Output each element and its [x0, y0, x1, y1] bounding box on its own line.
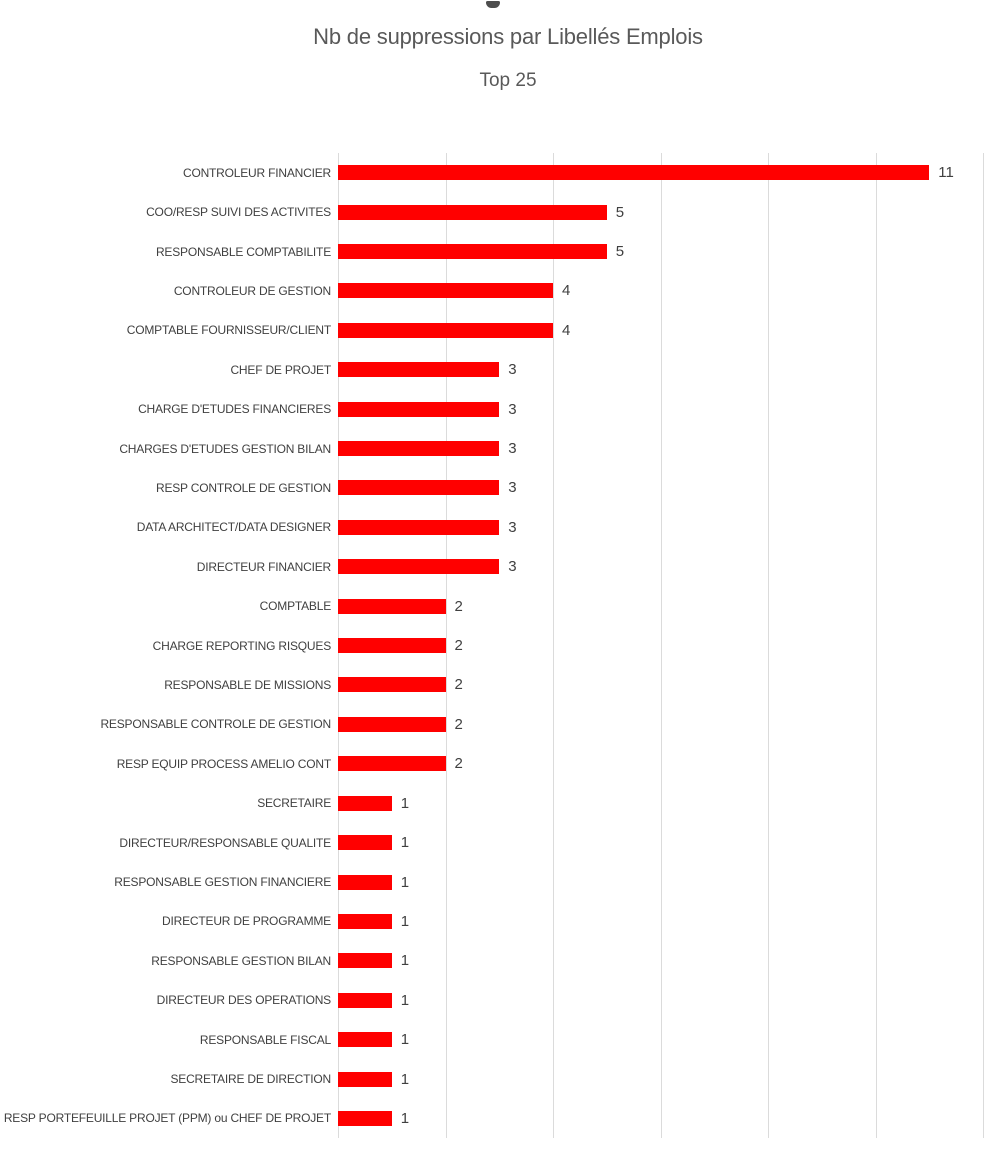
bar: [338, 796, 392, 811]
bar-row: [196, 547, 983, 586]
category-label: RESP PORTEFEUILLE PROJET (PPM) ou CHEF DE PROJET: [3, 1111, 331, 1126]
value-label: 3: [508, 558, 517, 576]
category-label: RESP CONTROLE DE GESTION: [155, 480, 331, 495]
value-label: 5: [615, 243, 625, 261]
value-label: 2: [454, 715, 463, 733]
value-label: 2: [454, 755, 463, 773]
category-label: DIRECTEUR DES OPERATIONS: [156, 993, 331, 1008]
clipped-text-fragment: [486, 1, 500, 8]
bar-row: [155, 468, 983, 507]
chart-title: Nb de suppressions par Libellés Emplois: [313, 24, 703, 49]
value-label: 1: [400, 1109, 410, 1127]
bar: [338, 914, 392, 929]
value-label: 1: [400, 952, 410, 970]
bar-row: [155, 232, 983, 271]
bar: [338, 362, 499, 377]
value-label: 3: [508, 479, 517, 497]
bar-row: [136, 508, 983, 547]
value-label: 3: [508, 518, 517, 536]
bar: [338, 756, 446, 771]
category-label: COO/RESP SUIVI DES ACTIVITES: [146, 205, 331, 220]
bar: [338, 520, 499, 535]
category-label: CONTROLEUR DE GESTION: [173, 283, 331, 298]
bar: [338, 323, 553, 338]
bar: [338, 1111, 392, 1126]
bar-row: [170, 1059, 983, 1098]
category-label: COMPTABLE: [259, 599, 331, 614]
category-label: RESPONSABLE COMPTABILITE: [155, 244, 331, 259]
bar-row: [164, 665, 983, 704]
value-label: 3: [508, 361, 517, 379]
bar-row: [119, 429, 983, 468]
value-label: 1: [400, 1070, 410, 1088]
bar-row: [156, 981, 983, 1020]
category-label: DIRECTEUR DE PROGRAMME: [162, 914, 331, 929]
value-label: 2: [454, 676, 463, 694]
bar-row: [230, 350, 983, 389]
bar-row: [182, 153, 983, 192]
value-label: 4: [562, 321, 571, 339]
bar-row: [138, 389, 983, 428]
plot-area: [3, 153, 983, 1138]
category-label: RESPONSABLE CONTROLE DE GESTION: [100, 717, 331, 732]
value-label: 1: [400, 834, 410, 852]
bar: [338, 559, 499, 574]
category-label: CHEF DE PROJET: [230, 362, 331, 377]
value-label: 4: [562, 282, 571, 300]
value-label: 11: [938, 164, 954, 182]
category-label: CHARGES D'ETUDES GESTION BILAN: [119, 441, 331, 456]
bar-row: [126, 311, 983, 350]
category-label: RESPONSABLE GESTION BILAN: [151, 953, 331, 968]
bar-row: [151, 941, 983, 980]
value-label: 2: [454, 637, 463, 655]
bar: [338, 953, 392, 968]
bar-row: [173, 271, 983, 310]
bar-row: [146, 192, 983, 231]
category-label: SECRETAIRE DE DIRECTION: [170, 1072, 331, 1087]
bar: [338, 717, 446, 732]
value-label: 1: [400, 1031, 410, 1049]
bar: [338, 244, 607, 259]
category-label: DATA ARCHITECT/DATA DESIGNER: [136, 520, 331, 535]
value-label: 2: [454, 597, 463, 615]
category-label: RESPONSABLE DE MISSIONS: [164, 677, 331, 692]
category-label: RESP EQUIP PROCESS AMELIO CONT: [116, 756, 331, 771]
bar: [338, 1072, 392, 1087]
bar-row: [116, 744, 983, 783]
gridline: [983, 153, 984, 1138]
bar: [338, 480, 499, 495]
bar: [338, 599, 446, 614]
bar-rows: [3, 153, 983, 1138]
bar: [338, 875, 392, 890]
bar-row: [199, 1020, 983, 1059]
bar-row: [100, 705, 983, 744]
bar-row: [259, 586, 983, 625]
value-label: 3: [508, 400, 517, 418]
bar: [338, 165, 929, 180]
category-label: CHARGE D'ETUDES FINANCIERES: [138, 402, 331, 417]
value-label: 1: [400, 794, 410, 812]
category-label: COMPTABLE FOURNISSEUR/CLIENT: [126, 323, 331, 338]
bar-row: [119, 823, 983, 862]
category-label: RESPONSABLE GESTION FINANCIERE: [114, 875, 331, 890]
category-label: RESPONSABLE FISCAL: [199, 1032, 331, 1047]
category-label: CONTROLEUR FINANCIER: [182, 165, 331, 180]
bar: [338, 402, 499, 417]
category-label: DIRECTEUR/RESPONSABLE QUALITE: [119, 835, 331, 850]
bar: [338, 638, 446, 653]
bar-row: [162, 902, 983, 941]
bar-row: [3, 1099, 983, 1138]
bar: [338, 993, 392, 1008]
bar-row: [152, 626, 983, 665]
bar-row: [114, 862, 983, 901]
bar: [338, 1032, 392, 1047]
value-label: 1: [400, 873, 410, 891]
category-label: DIRECTEUR FINANCIER: [196, 559, 331, 574]
category-label: SECRETAIRE: [257, 796, 331, 811]
bar: [338, 283, 553, 298]
bar-row: [257, 784, 983, 823]
bar: [338, 835, 392, 850]
bar: [338, 441, 499, 456]
value-label: 1: [400, 912, 410, 930]
bar: [338, 677, 446, 692]
chart-subtitle: Top 25: [479, 70, 537, 91]
category-label: CHARGE REPORTING RISQUES: [152, 638, 331, 653]
value-label: 1: [400, 991, 410, 1009]
bar: [338, 205, 607, 220]
value-label: 5: [615, 203, 625, 221]
value-label: 3: [508, 440, 517, 458]
